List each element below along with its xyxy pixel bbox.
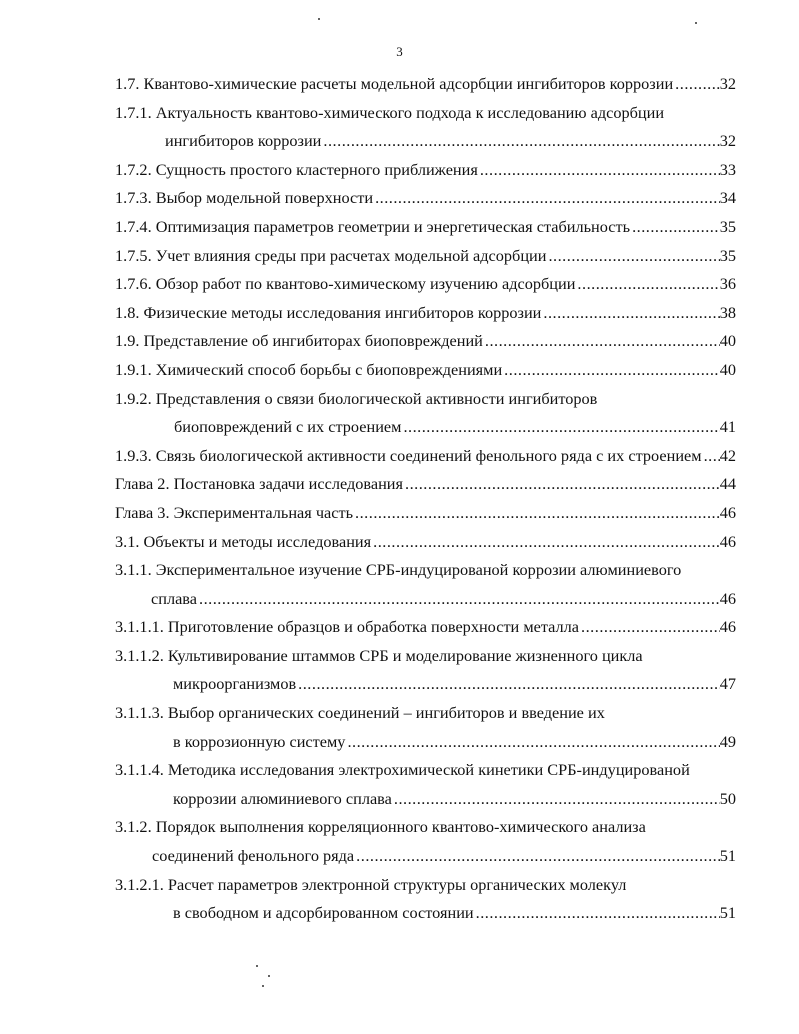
toc-entry-title-continuation: биоповреждений с их строением <box>174 417 402 437</box>
toc-entry-page: 47 <box>719 674 736 694</box>
toc-entry <box>115 613 736 642</box>
dot-leader <box>353 499 720 528</box>
dot-leader <box>575 270 719 299</box>
toc-entry <box>115 213 736 242</box>
toc-entry-continuation <box>115 670 736 699</box>
toc-entry-title: 1.9.2. Представления о связи биологической активности ингибиторов <box>115 388 598 408</box>
toc-entry <box>115 184 736 213</box>
toc-entry <box>115 385 736 414</box>
dot-leader <box>354 842 720 871</box>
toc-entry-title: 1.7.1. Актуальность квантово-химического подхода к исследованию адсорбции <box>115 102 665 122</box>
dot-leader <box>541 299 719 328</box>
toc-entry-title-continuation: в коррозионную систему <box>173 731 346 751</box>
toc-entry-page: 36 <box>719 274 736 294</box>
toc-entry <box>115 442 736 471</box>
dot-leader <box>579 613 720 642</box>
toc-entry <box>115 871 736 900</box>
dot-leader <box>371 528 720 557</box>
toc-entry-title: 3.1.1.2. Культивирование штаммов СРБ и моделирование жизненного цикла <box>115 645 643 665</box>
toc-entry-title: Глава 2. Постановка задачи исследования <box>115 474 403 494</box>
toc-entry-page: 38 <box>719 302 736 322</box>
toc-entry <box>115 470 736 499</box>
scan-speck <box>318 18 320 20</box>
toc-entry-page: 46 <box>719 617 736 637</box>
dot-leader <box>483 327 720 356</box>
scan-speck <box>256 965 258 967</box>
dot-leader <box>392 785 720 814</box>
toc-entry-page: 42 <box>719 445 736 465</box>
toc-entry-title-continuation: ингибиторов коррозии <box>165 131 322 151</box>
toc-entry-continuation <box>115 785 736 814</box>
toc-entry-title: 3.1.1. Экспериментальное изучение СРБ-индуцированой коррозии алюминиевого <box>115 560 682 580</box>
toc-entry <box>115 356 736 385</box>
toc-entry-page: 51 <box>719 903 736 923</box>
toc-entry-page: 46 <box>719 588 736 608</box>
toc-entry <box>115 327 736 356</box>
toc-entry-title: 1.7.6. Обзор работ по квантово-химическому изучению адсорбции <box>115 274 576 294</box>
toc-entry-page: 50 <box>719 788 736 808</box>
toc-entry <box>115 642 736 671</box>
toc-entry <box>115 156 736 185</box>
toc-entry-title: 3.1.2. Порядок выполнения корреляционного квантово-химического анализа <box>115 817 646 837</box>
toc-entry-title: 3.1.1.1. Приготовление образцов и обработка поверхности металла <box>115 617 580 637</box>
toc-entry-page: 34 <box>719 188 736 208</box>
toc-entry-page: 44 <box>719 474 736 494</box>
toc-entry-title: 3.1.2.1. Расчет параметров электронной структуры органических молекул <box>115 874 627 894</box>
toc-entry-continuation <box>115 899 736 928</box>
toc-entry-page: 41 <box>719 417 736 437</box>
toc-entry <box>115 499 736 528</box>
toc-entry <box>115 242 736 271</box>
toc-entry-continuation <box>115 127 736 156</box>
toc-entry-title: 1.7.2. Сущность простого кластерного приближения <box>115 159 478 179</box>
toc-entry-page: 35 <box>719 245 736 265</box>
dot-leader <box>345 728 719 757</box>
table-of-contents <box>115 70 736 928</box>
toc-entry-page: 35 <box>719 216 736 236</box>
toc-entry-page: 46 <box>719 531 736 551</box>
toc-entry-title-continuation: соединений фенольного ряда <box>152 846 355 866</box>
toc-entry <box>115 270 736 299</box>
toc-entry <box>115 70 736 99</box>
dot-leader <box>502 356 720 385</box>
toc-entry-continuation <box>115 728 736 757</box>
toc-entry <box>115 756 736 785</box>
toc-entry-page: 46 <box>719 502 736 522</box>
toc-entry-title: 3.1.1.3. Выбор органических соединений – ингибиторов и введение их <box>115 703 605 723</box>
toc-entry-title: Глава 3. Экспериментальная часть <box>115 502 354 522</box>
toc-entry-page: 32 <box>719 131 736 151</box>
dot-leader <box>630 213 720 242</box>
toc-entry-title-continuation: коррозии алюминиевого сплава <box>173 788 392 808</box>
dot-leader <box>474 899 720 928</box>
toc-entry <box>115 528 736 557</box>
dot-leader <box>321 127 719 156</box>
toc-entry-title: 3.1.1.4. Методика исследования электрохимической кинетики СРБ-индуцированой <box>115 760 690 780</box>
dot-leader <box>546 242 719 271</box>
toc-entry-title: 1.9.1. Химический способ борьбы с биоповреждениями <box>115 359 503 379</box>
toc-entry-page: 32 <box>719 74 736 93</box>
toc-entry-title: 1.9.3. Связь биологической активности соединений фенольного ряда с их строением <box>115 445 702 465</box>
scan-speck <box>268 975 270 977</box>
toc-entry-continuation <box>115 413 736 442</box>
toc-entry-page: 49 <box>719 731 736 751</box>
toc-entry-title-continuation: в свободном и адсорбированном состоянии <box>173 903 474 923</box>
dot-leader <box>403 470 720 499</box>
dot-leader <box>702 442 720 471</box>
toc-entry-title: 1.7.3. Выбор модельной поверхности <box>115 188 374 208</box>
toc-entry-continuation <box>115 585 736 614</box>
dot-leader <box>478 156 720 185</box>
toc-entry-title: 1.7. Квантово-химические расчеты модельной адсорбции ингибиторов коррозии <box>115 74 674 93</box>
toc-entry-title: 1.9. Представление об ингибиторах биоповреждений <box>115 331 483 351</box>
toc-entry-title-continuation: сплава <box>151 588 197 608</box>
toc-entry <box>115 556 736 585</box>
dot-leader <box>373 184 720 213</box>
toc-entry-page: 40 <box>719 331 736 351</box>
page-number: 3 <box>396 44 403 59</box>
toc-entry <box>115 299 736 328</box>
scan-speck <box>262 985 264 987</box>
dot-leader <box>296 670 720 699</box>
dot-leader <box>401 413 719 442</box>
toc-entry <box>115 699 736 728</box>
toc-entry-page: 51 <box>719 846 736 866</box>
toc-entry-title: 1.7.5. Учет влияния среды при расчетах модельной адсорбции <box>115 245 547 265</box>
toc-entry-continuation <box>115 842 736 871</box>
scan-speck <box>695 22 697 24</box>
toc-entry-title-continuation: микроорганизмов <box>173 674 297 694</box>
toc-entry-title: 3.1. Объекты и методы исследования <box>115 531 372 551</box>
toc-entry <box>115 813 736 842</box>
toc-entry-title: 1.7.4. Оптимизация параметров геометрии и энергетическая стабильность <box>115 216 631 236</box>
toc-entry-title: 1.8. Физические методы исследования ингибиторов коррозии <box>115 302 542 322</box>
dot-leader <box>197 585 720 614</box>
dot-leader <box>673 70 720 99</box>
toc-entry-page: 40 <box>719 359 736 379</box>
toc-entry <box>115 99 736 128</box>
toc-entry-page: 33 <box>719 159 736 179</box>
